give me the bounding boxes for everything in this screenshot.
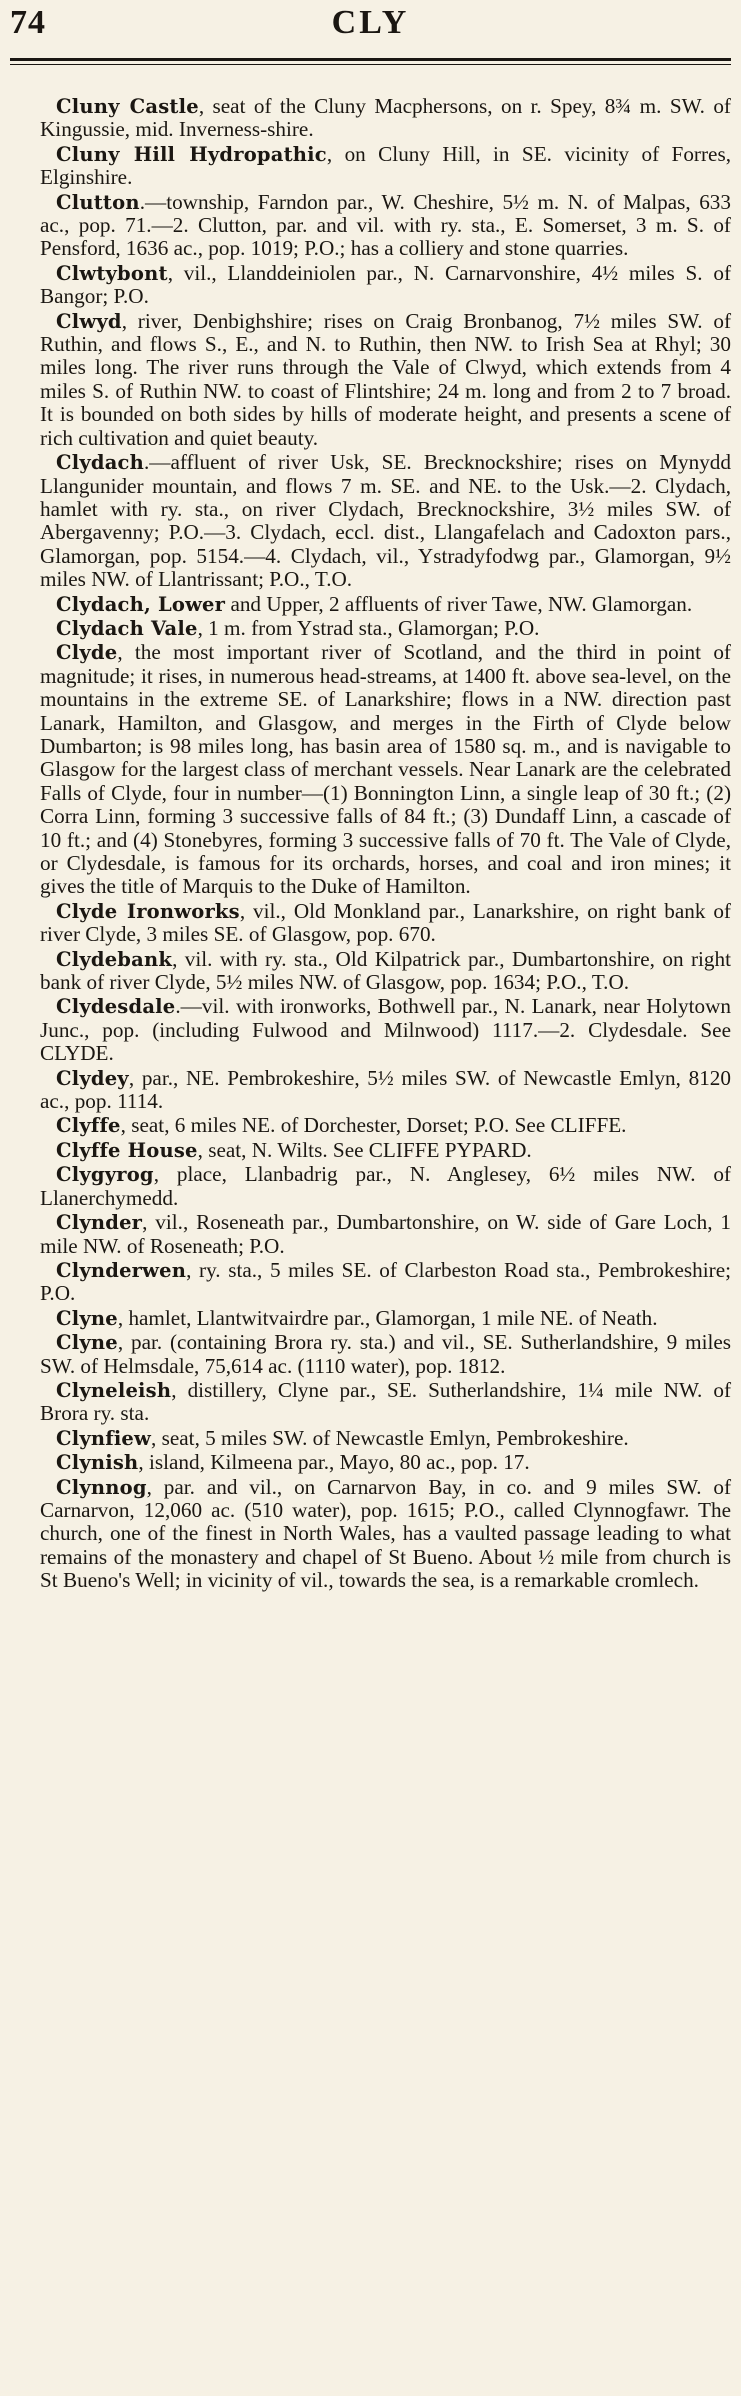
entry-headword: Clyffe <box>56 1114 121 1138</box>
entry-clydach <box>40 451 731 591</box>
entry-headword: Clygyrog <box>56 1163 154 1187</box>
entry-text: , seat, N. Wilts. See CLIFFE PYPARD. <box>197 1137 532 1162</box>
entry-text: , place, Llanbadrig par., N. Anglesey, 6½ miles NW. of Llanerchymedd. <box>40 1162 731 1210</box>
entry-clynderwen <box>40 1259 731 1306</box>
entry-clyde-ironworks <box>40 900 731 947</box>
page-header <box>10 0 731 58</box>
running-head: CLY <box>331 4 410 41</box>
entry-text: , seat, 5 miles SW. of Newcastle Emlyn, Pembrokeshire. <box>151 1425 629 1450</box>
entry-clyffe-house <box>40 1139 731 1162</box>
entry-clydesdale <box>40 995 731 1065</box>
entry-headword: Clydebank <box>56 947 173 971</box>
entry-headword: Clynish <box>56 1451 139 1475</box>
header-rule <box>10 58 731 61</box>
entry-text: and Upper, 2 affluents of river Tawe, NW. Glamorgan. <box>225 591 693 616</box>
entry-headword: Clyde <box>56 641 118 665</box>
entry-headword: Clwtybont <box>56 261 168 285</box>
entry-headword: Clydach <box>56 451 144 475</box>
entry-clyneleish <box>40 1379 731 1426</box>
entry-clynish <box>40 1451 731 1474</box>
entry-clydey <box>40 1067 731 1114</box>
entry-cluny-hill-hydropathic <box>40 143 731 190</box>
entry-text: , par. (containing Brora ry. sta.) and vil., SE. Sutherlandshire, 9 miles SW. of Helmsdale, 75,614 ac. (1110 water), pop. 1812. <box>40 1330 731 1378</box>
entry-headword: Cluny Hill Hydropathic <box>56 142 327 166</box>
entry-clydach-vale <box>40 617 731 640</box>
entry-headword: Clynnog <box>56 1475 147 1499</box>
entry-text: .—affluent of river Usk, SE. Brecknockshire; rises on Mynydd Llangunider mountain, and flows 7 m. SE. and NE. to the Usk.—2. Clydach, hamlet with ry. sta., on river Clydach, Brecknockshire, 3½ miles SW. of Abergavenny; P.O.—3. Clydach, eccl. dist., Llangafelach and Cadoxton pars., Glamorgan, pop. 5154.—4. Clydach, vil., Ystradyfodwg par., Glamorgan, 9½ miles NW. of Llantrissant; P.O., T.O. <box>40 450 731 592</box>
entry-clyne-parish <box>40 1331 731 1378</box>
entry-headword: Clutton <box>56 190 140 214</box>
entry-clyffe <box>40 1114 731 1137</box>
entry-text: , river, Denbighshire; rises on Craig Bronbanog, 7½ miles SW. of Ruthin, and flows S., E., and N. to Ruthin, then NW. to Irish Sea at Rhyl; 30 miles long. The river runs through the Vale of Clwyd, which extends from 4 miles S. of Ruthin NW. to coast of Flintshire; 24 m. long and from 2 to 7 broad. It is bounded on both sides by hills of moderate height, and presents a scene of rich cultivation and quiet beauty. <box>40 308 731 450</box>
entry-text: , vil., Old Monkland par., Lanarkshire, on right bank of river Clyde, 3 miles SE. of Glasgow, pop. 670. <box>40 898 731 947</box>
entry-text: , seat of the Cluny Macphersons, on r. Spey, 8¾ m. SW. of Kingussie, mid. Inverness-shire. <box>40 94 731 142</box>
entry-text: , 1 m. from Ystrad sta., Glamorgan; P.O. <box>197 615 540 640</box>
entry-headword: Clyne <box>56 1306 118 1330</box>
entry-text: , the most important river of Scotland, and the third in point of magnitude; it rises, in numerous head-streams, at 1400 ft. above sea-level, on the mountains in the extreme SE. of Lanarkshire; flows in a NW. direction past Lanark, Hamilton, and Glasgow, and merges in the Firth of Clyde below Dumbarton; is 98 miles long, has basin area of 1580 sq. m., and is navigable to Glasgow for the largest class of merchant vessels. Near Lanark are the celebrated Falls of Clyde, four in number—(1) Bonnington Linn, a single leap of 30 ft.; (2) Corra Linn, forming 3 successive falls of 84 ft.; (3) Dundaff Linn, a cascade of 10 ft.; and (4) Stonebyres, forming 3 successive falls of 70 ft. The Vale of Clyde, or Clydesdale, is famous for its orchards, horses, and coal and iron mines; it gives the title of Marquis to the Duke of Hamilton. <box>40 640 731 899</box>
entry-headword: Cluny Castle <box>56 95 199 118</box>
entry-text: , island, Kilmeena par., Mayo, 80 ac., pop. 17. <box>138 1450 530 1475</box>
entry-text: , on Cluny Hill, in SE. vicinity of Forres, Elginshire. <box>40 141 731 190</box>
entry-text: , vil., Roseneath par., Dumbartonshire, on W. side of Gare Loch, 1 mile NW. of Roseneath; P.O. <box>40 1210 731 1258</box>
entry-headword: Clyde Ironworks <box>56 899 240 923</box>
entry-text: , ry. sta., 5 miles SE. of Clarbeston Road sta., Pembrokeshire; P.O. <box>40 1257 731 1306</box>
entry-clydach-lower <box>40 593 731 616</box>
entry-text: .—township, Farndon par., W. Cheshire, 5½ m. N. of Malpas, 633 ac., pop. 71.—2. Clutton, par. and vil. with ry. sta., E. Somerset, 3 m. S. of Pensford, 1636 ac., pop. 1019; P.O.; has a colliery and stone quarries. <box>40 189 731 261</box>
entry-clutton <box>40 191 731 261</box>
entry-text: , vil., Llanddeiniolen par., N. Carnarvonshire, 4½ miles S. of Bangor; P.O. <box>40 260 731 309</box>
entry-headword: Clynfiew <box>56 1426 152 1450</box>
entry-clwtybont <box>40 262 731 309</box>
entry-clygyrog <box>40 1163 731 1210</box>
entry-text: , par. and vil., on Carnarvon Bay, in co. and 9 miles SW. of Carnarvon, 12,060 ac. (510 water), pop. 1615; P.O., called Clynnogfawr. The church, one of the finest in North Wales, has a vaulted passage leading to what remains of the monastery and chapel of St Bueno. About ½ mile from church is St Bueno's Well; in vicinity of vil., towards the sea, is a remarkable cromlech. <box>40 1474 731 1593</box>
entry-text: , vil. with ry. sta., Old Kilpatrick par., Dumbartonshire, on right bank of river Clyde, 5½ miles NW. of Glasgow, pop. 1634; P.O., T.O. <box>40 946 731 995</box>
entry-cluny-castle <box>40 95 731 142</box>
entry-text: , hamlet, Llantwitvairdre par., Glamorgan, 1 mile NE. of Neath. <box>117 1305 658 1330</box>
entry-text: .—vil. with ironworks, Bothwell par., N. Lanark, near Holytown Junc., pop. (including Fulwood and Milnwood) 1117.—2. Clydesdale. See CLYDE. <box>40 994 731 1066</box>
entry-clydebank <box>40 948 731 995</box>
entry-headword: Clydach, Lower <box>56 592 226 616</box>
entry-text: , distillery, Clyne par., SE. Sutherlandshire, 1¼ mile NW. of Brora ry. sta. <box>40 1377 731 1426</box>
entry-clynfiew <box>40 1427 731 1450</box>
entry-text: , seat, 6 miles NE. of Dorchester, Dorset; P.O. See CLIFFE. <box>120 1113 627 1138</box>
entry-headword: Clyne <box>56 1331 118 1355</box>
page-number: 74 <box>10 4 46 41</box>
header-rule-thin <box>10 64 731 65</box>
entry-clyde <box>40 641 731 898</box>
entry-headword: Clydey <box>56 1066 129 1090</box>
entry-headword: Clydach Vale <box>56 616 198 640</box>
entry-clwyd <box>40 310 731 450</box>
entry-clynder <box>40 1211 731 1258</box>
entry-clyne-hamlet <box>40 1307 731 1330</box>
entry-text: , par., NE. Pembrokeshire, 5½ miles SW. of Newcastle Emlyn, 8120 ac., pop. 1114. <box>40 1065 731 1114</box>
entry-headword: Clydesdale <box>56 995 176 1019</box>
entry-headword: Clynderwen <box>56 1258 187 1282</box>
entry-clynnog <box>40 1476 731 1593</box>
entry-headword: Clynder <box>56 1211 143 1235</box>
entry-headword: Clwyd <box>56 309 122 333</box>
entry-list <box>10 95 731 1593</box>
entry-headword: Clyneleish <box>56 1378 172 1402</box>
entry-headword: Clyffe House <box>56 1138 198 1162</box>
